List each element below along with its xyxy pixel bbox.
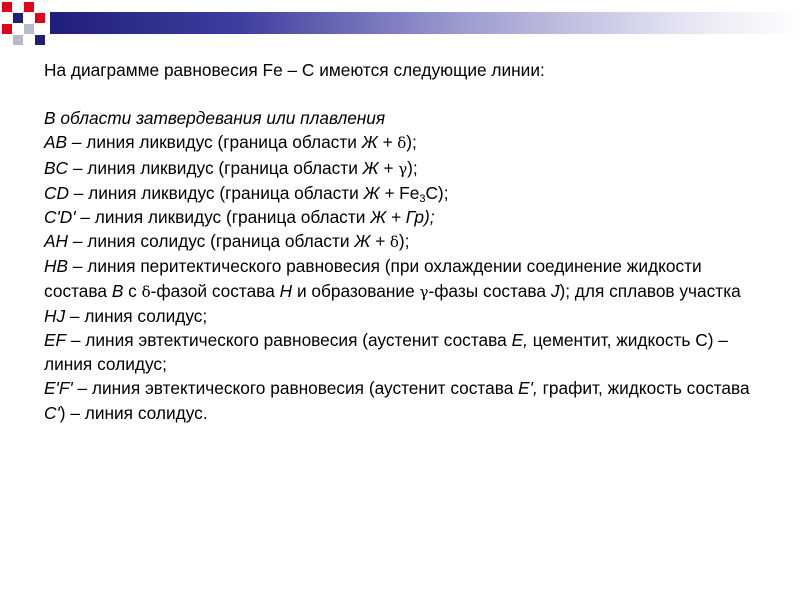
decor-square <box>35 35 45 45</box>
line-e1f1: E'F' – линия эвтектического равновесия (аустенит состава E', графит, жидкость состава C') – линия солидус. <box>44 378 750 423</box>
decor-square <box>2 2 12 12</box>
slide-body <box>44 58 764 425</box>
decor-square <box>24 24 34 34</box>
decor-square <box>13 13 23 23</box>
line-c1d1: C'D' – линия ликвидус (граница области Ж + Гр); <box>44 207 435 228</box>
line-hb: HB – линия перитектического равновесия (при охлаждении соединение жидкости состава B с δ-фазой состава H и образование γ-фазы состава J); для сплавов участка HJ – линия солидус; <box>44 256 741 326</box>
decor-square <box>24 2 34 12</box>
decor-square <box>13 35 23 45</box>
section-heading: В области затвердевания или плавления <box>44 108 386 129</box>
decor-square <box>35 13 45 23</box>
line-bc: BC – линия ликвидус (граница области Ж + γ); <box>44 157 418 178</box>
line-ef: EF – линия эвтектического равновесия (аустенит состава E, цементит, жидкость С) – линия солидус; <box>44 330 728 375</box>
line-ab: AB – линия ликвидус (граница области Ж + δ); <box>44 132 417 153</box>
decor-square <box>2 24 12 34</box>
line-cd: CD – линия ликвидус (граница области $Ж + Fe_3C$); <box>44 182 449 205</box>
header-gradient-bar <box>50 12 800 34</box>
line-ah: AH – линия солидус (граница области Ж + δ); <box>44 231 410 252</box>
intro-text: На диаграмме равновесия Fe – C имеются следующие линии: <box>44 60 545 80</box>
